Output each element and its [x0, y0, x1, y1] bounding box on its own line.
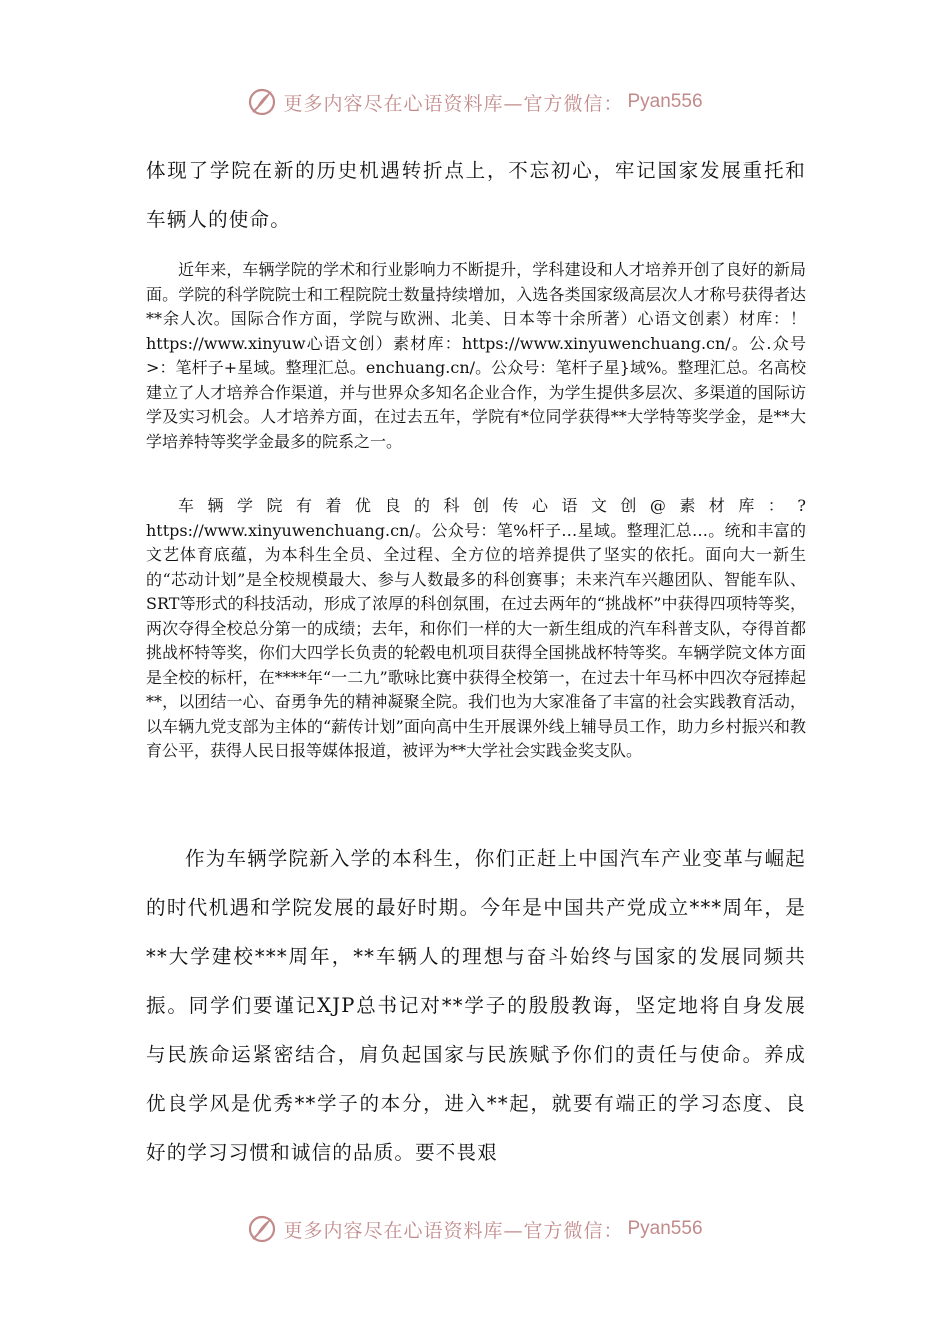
banner-wechat-id: Pyan556: [627, 1218, 703, 1239]
paragraph-3: 车辆学院有着优良的科创传心语文创@素材库：?https://www.xinyuwenchuang.cn/。公众号：笔%杆子…星域。整理汇总…。统和丰富的文艺体育底蕴，为本科生全员、全过程、全方位的培养提供了坚实的依托。面向大一新生的“芯动计划”是全校规模最大、参与人数最多的科创赛事；未来汽车兴趣团队、智能车队、SRT等形式的科技活动，形成了浓厚的科创氛围，在过去两年的“挑战杯”中获得四项特等奖，两次夺得全校总分第一的成绩；去年，和你们一样的大一新生组成的汽车科普支队，夺得首都挑战杯特等奖，你们大四学长负责的轮毂电机项目获得全国挑战杯特等奖。车辆学院文体方面是全校的标杆，在****年“一二九”歌咏比赛中获得全校第一，在过去十年马杯中四次夺冠捧起**，以团结一心、奋勇争先的精神凝聚全院。我们也为大家准备了丰富的社会实践教育活动，以车辆九党支部为主体的“薪传计划”面向高中生开展课外线上辅导员工作，助力乡村振兴和教育公平，获得人民日报等媒体报道，被评为**大学社会实践金奖支队。: [146, 496, 806, 760]
paragraph-1: 体现了学院在新的历史机遇转折点上，不忘初心，牢记国家发展重托和车辆人的使命。: [146, 159, 806, 231]
banner-text: 更多内容尽在心语资料库—官方微信：: [283, 1219, 624, 1242]
footer-watermark-banner: [0, 1209, 950, 1249]
banner-text: 更多内容尽在心语资料库—官方微信：: [283, 92, 624, 115]
paragraph-2: 近年来，车辆学院的学术和行业影响力不断提升，学科建设和人才培养开创了良好的新局面。学院的科学院院士和工程院院士数量持续增加，入选各类国家级高层次人才称号获得者达**余人次。国际合作方面，学院与欧洲、北美、日本等十余所著）心语文创素）材库：！https://www.xinyuw心语文创）素材库：https://www.xinyuwenchuang.cn/。公.众号>：笔杆子+星域。整理汇总。enchuang.cn/。公众号：笔杆子星}域%。整理汇总。名高校建立了人才培养合作渠道，并与世界众多知名企业合作，为学生提供多层次、多渠道的国际访学及实习机会。人才培养方面，在过去五年，学院有*位同学获得**大学特等奖学金，是**大学培养特等奖学金最多的院系之一。: [146, 260, 806, 451]
paragraph-4: 作为车辆学院新入学的本科生，你们正赶上中国汽车产业变革与崛起的时代机遇和学院发展的最好时期。今年是中国共产党成立***周年，是**大学建校***周年，**车辆人的理想与奋斗始终与国家的发展同频共振。同学们要谨记XJP总书记对**学子的殷殷教诲，坚定地将自身发展与民族命运紧密结合，肩负起国家与民族赋予你们的责任与使命。养成优良学风是优秀**学子的本分，进入**起，就要有端正的学习态度、良好的学习习惯和诚信的品质。要不畏艰: [146, 847, 807, 1164]
banner-wechat-id: Pyan556: [627, 91, 703, 112]
header-watermark-banner: [0, 82, 950, 122]
quill-logo-icon: [247, 1214, 277, 1244]
quill-logo-icon: [247, 87, 277, 117]
